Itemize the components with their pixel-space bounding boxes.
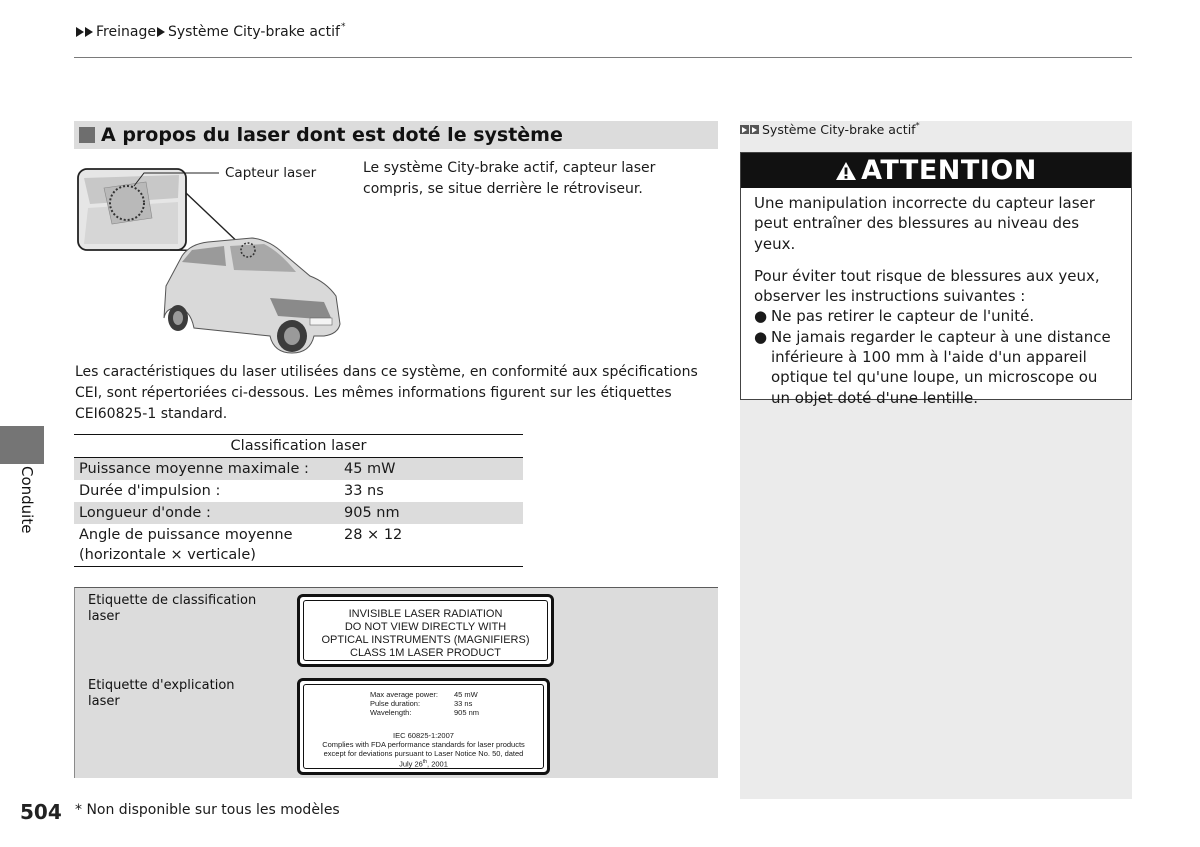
- label-inner-border: [303, 684, 544, 769]
- laser-spec-table: [74, 434, 523, 567]
- table-row: [74, 458, 523, 480]
- explanation-label-name: Etiquette d'explication laser: [88, 678, 235, 709]
- label-line: CLASS 1M LASER PRODUCT: [350, 647, 501, 659]
- table-cell-value: 33 ns: [344, 483, 384, 499]
- page-number: 504: [20, 800, 62, 824]
- label-spec-line: [370, 690, 543, 699]
- label-inner-border: [303, 600, 548, 661]
- callout-label: Capteur laser: [225, 165, 317, 181]
- breadcrumb-asterisk: *: [340, 22, 346, 32]
- bullet-icon: ●: [754, 327, 768, 346]
- table-row: [74, 524, 523, 566]
- breadcrumb-item-city-brake[interactable]: Système City-brake actif: [167, 24, 340, 40]
- spec-value: 33 ns: [454, 699, 473, 708]
- table-cell-value: 45 mW: [344, 461, 396, 477]
- label-line: INVISIBLE LASER RADIATION: [348, 608, 503, 620]
- table-cell-label: Longueur d'onde :: [79, 505, 211, 521]
- label-standard: IEC 60825-1:2007: [393, 731, 454, 740]
- classification-label-image: [297, 594, 554, 667]
- warning-title: ATTENTION: [861, 155, 1037, 186]
- table-row: [74, 502, 523, 524]
- side-reference-text: Système City-brake actif: [762, 122, 916, 137]
- bullet-text: Ne jamais regarder le capteur à une distance inférieure à 100 mm à l'aide d'un appareil optique tel qu'une loupe, un microscope ou un objet doté d'une lentille.: [771, 327, 1111, 407]
- side-reference-asterisk: *: [915, 121, 920, 130]
- label-spec-line: [370, 708, 543, 717]
- label-line: DO NOT VIEW DIRECTLY WITH: [344, 621, 507, 633]
- spec-value: 905 nm: [454, 708, 480, 717]
- warning-box: [740, 152, 1132, 407]
- table-cell-label: Angle de puissance moyenne (horizontale × verticale): [79, 527, 293, 563]
- body-paragraph: Les caractéristiques du laser utilisées dans ce système, en conformité aux spécifications CEI, sont répertoriées ci-dessous. Les mêmes informations figurent sur les étiquettes CEI60825-1 standard.: [75, 364, 698, 422]
- table-cell-label: Puissance moyenne maximale :: [79, 461, 309, 477]
- header-divider: [74, 57, 1132, 58]
- classification-label-text: [304, 608, 547, 660]
- car-rear-rim: [173, 311, 183, 325]
- spec-key: Wavelength:: [370, 708, 412, 717]
- table-header: Classification laser: [74, 435, 523, 458]
- breadcrumb-item-freinage[interactable]: Freinage: [96, 24, 156, 40]
- table-cell-value: 28 × 12: [344, 527, 403, 543]
- intro-paragraph: Le système City-brake actif, capteur laser compris, se situe derrière le rétroviseur.: [363, 160, 656, 197]
- label-line: OPTICAL INSTRUMENTS (MAGNIFIERS): [321, 634, 530, 646]
- breadcrumb-arrow-icon: [85, 27, 93, 37]
- label-date: [304, 758, 543, 769]
- section-heading: [74, 121, 718, 149]
- explanation-label-image: [297, 678, 550, 775]
- warning-bullet: [754, 306, 1119, 326]
- label-date-sup: th: [422, 759, 428, 765]
- table-cell-label: Durée d'impulsion :: [79, 483, 221, 499]
- warning-header: [741, 153, 1131, 188]
- warning-paragraph: Pour éviter tout risque de blessures aux yeux, observer les instructions suivantes :: [754, 266, 1100, 306]
- breadcrumb: [76, 24, 345, 40]
- warning-triangle-icon: [835, 161, 857, 181]
- car-front-rim: [284, 327, 300, 345]
- chapter-tab-label: Conduite: [18, 466, 36, 534]
- chapter-tab[interactable]: [0, 426, 44, 464]
- label-date-suffix: , 2001: [427, 759, 448, 769]
- section-title: A propos du laser dont est doté le système: [101, 124, 563, 146]
- table-cell-value: 905 nm: [344, 505, 400, 521]
- warning-bullet: [754, 327, 1119, 408]
- spec-key: Max average power:: [370, 690, 438, 699]
- label-date-prefix: July 26: [399, 759, 423, 769]
- table-row: [74, 480, 523, 502]
- car-sensor-illustration: [74, 158, 344, 361]
- double-arrow-icon: [740, 125, 760, 134]
- label-spec-line: [370, 699, 543, 708]
- warning-body: [741, 188, 1131, 408]
- bullet-text: Ne pas retirer le capteur de l'unité.: [771, 307, 1035, 326]
- classification-label-name: Etiquette de classification laser: [88, 593, 257, 624]
- footnote: * Non disponible sur tous les modèles: [75, 802, 340, 818]
- car-plate: [310, 318, 332, 325]
- bullet-icon: ●: [754, 307, 768, 326]
- side-reference[interactable]: [740, 122, 920, 137]
- spec-value: 45 mW: [454, 690, 478, 699]
- breadcrumb-arrow-icon: [76, 27, 84, 37]
- warning-paragraph: Une manipulation incorrecte du capteur laser peut entraîner des blessures au niveau des yeux.: [754, 194, 1095, 253]
- laser-labels-panel: [74, 587, 718, 778]
- breadcrumb-arrow-icon: [157, 27, 165, 37]
- label-compliance: Complies with FDA performance standards for laser products except for deviations pursuant to Laser Notice No. 50, dated: [322, 740, 525, 758]
- spec-key: Pulse duration:: [370, 699, 421, 708]
- section-square-icon: [79, 127, 95, 143]
